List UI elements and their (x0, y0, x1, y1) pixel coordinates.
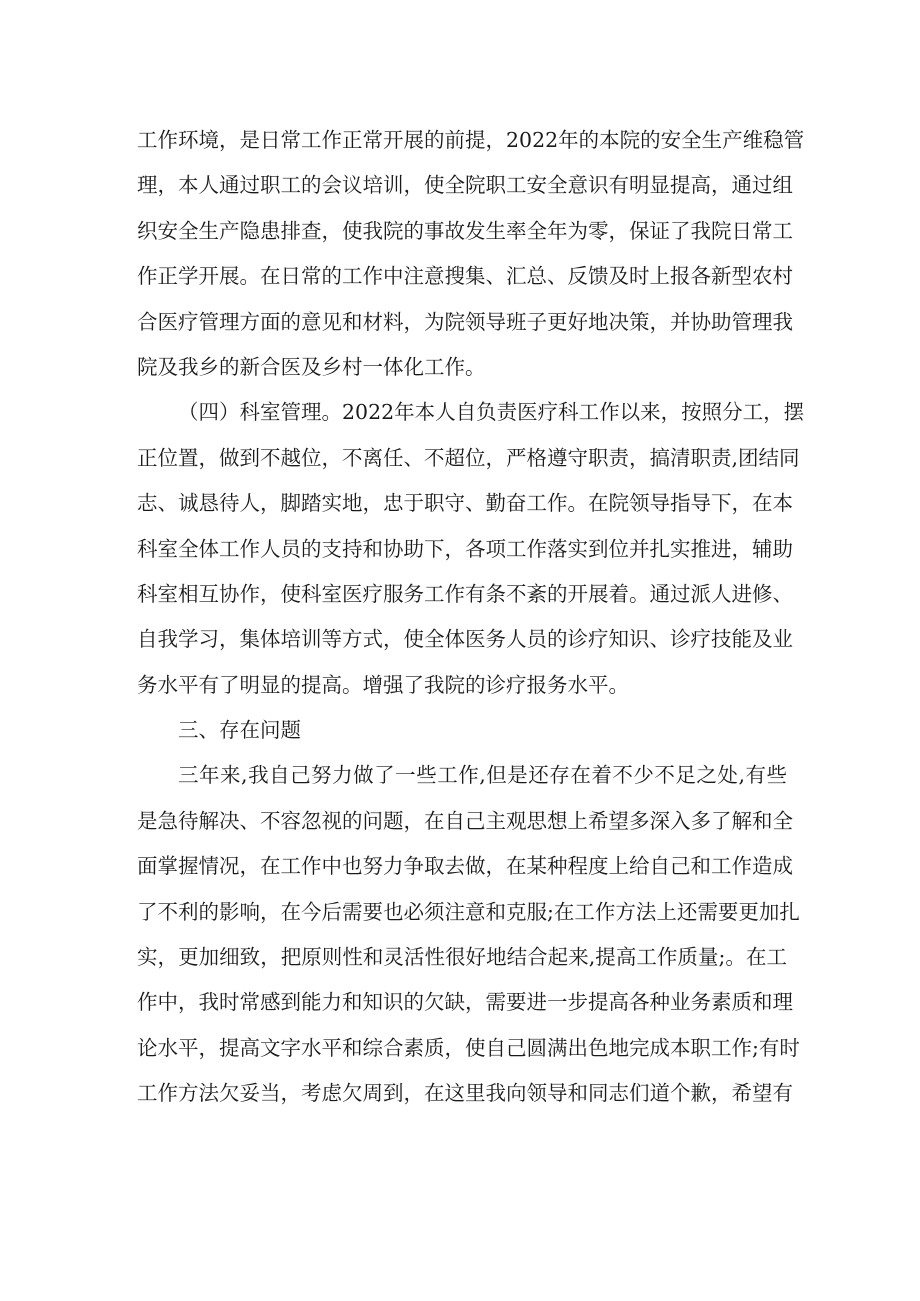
text-line: 科室相互协作，使科室医疗服务工作有条不紊的开展着。通过派人进修、 (137, 581, 793, 606)
text-line: 论水平，提高文字水平和综合素质，使自己圆满出色地完成本职工作;有时 (137, 1035, 800, 1060)
paragraph-p2 (137, 390, 805, 708)
paragraph-p3 (137, 708, 787, 753)
text-line: 理，本人通过职工的会议培训，使全院职工安全意识有明显提高，通过组 (137, 173, 793, 198)
text-line: 合医疗管理方面的意见和材料，为院领导班子更好地决策，并协助管理我 (137, 309, 793, 334)
text-line: 工作方法欠妥当，考虑欠周到，在这里我向领导和同志们道个歉，希望有 (137, 1081, 793, 1106)
text-line: 工作环境，是日常工作正常开展的前提，2022年的本院的安全生产维稳管 (137, 128, 805, 152)
text-line: 实，更加细致，把原则性和灵活性很好地结合起来,提高工作质量;。在工 (137, 945, 787, 970)
text-line: 三年来,我自己努力做了一些工作,但是还存在着不少不足之处,有些 (178, 763, 787, 788)
text-line: 院及我乡的新合医及乡村一体化工作。 (137, 354, 486, 379)
text-line: 作正学开展。在日常的工作中注意搜集、汇总、反馈及时上报各新型农村 (137, 264, 793, 289)
text-line: 了不利的影响，在今后需要也必须注意和克服;在工作方法上还需要更加扎 (137, 899, 800, 924)
text-line: 志、诚恳待人，脚踏实地，忠于职守、勤奋工作。在院领导指导下，在本 (137, 491, 793, 516)
text-line: 三、存在问题 (178, 718, 301, 743)
paragraph-p1 (137, 118, 805, 390)
text-line: 是急待解决、不容忽视的问题，在自己主观思想上希望多深入多了解和全 (137, 808, 793, 833)
text-line: （四）科室管理。2022年本人自负责医疗科工作以来，按照分工，摆 (178, 400, 805, 425)
text-line: 务水平有了明显的提高。增强了我院的诊疗报务水平。 (137, 672, 629, 697)
paragraph-p4 (137, 753, 800, 1116)
text-line: 自我学习，集体培训等方式，使全体医务人员的诊疗知识、诊疗技能及业 (137, 627, 793, 652)
text-line: 面掌握情况，在工作中也努力争取去做，在某种程度上给自己和工作造成 (137, 854, 793, 879)
text-line: 科室全体工作人员的支持和协助下，各项工作落实到位并扎实推进，辅助 (137, 536, 793, 561)
text-line: 作中，我时常感到能力和知识的欠缺，需要进一步提高各种业务素质和理 (137, 990, 793, 1015)
text-line: 正位置，做到不越位，不离任、不超位，严格遵守职责，搞清职责,团结同 (137, 445, 800, 470)
body-text (137, 118, 805, 1117)
text-line: 织安全生产隐患排查，使我院的事故发生率全年为零，保证了我院日常工 (137, 218, 793, 243)
